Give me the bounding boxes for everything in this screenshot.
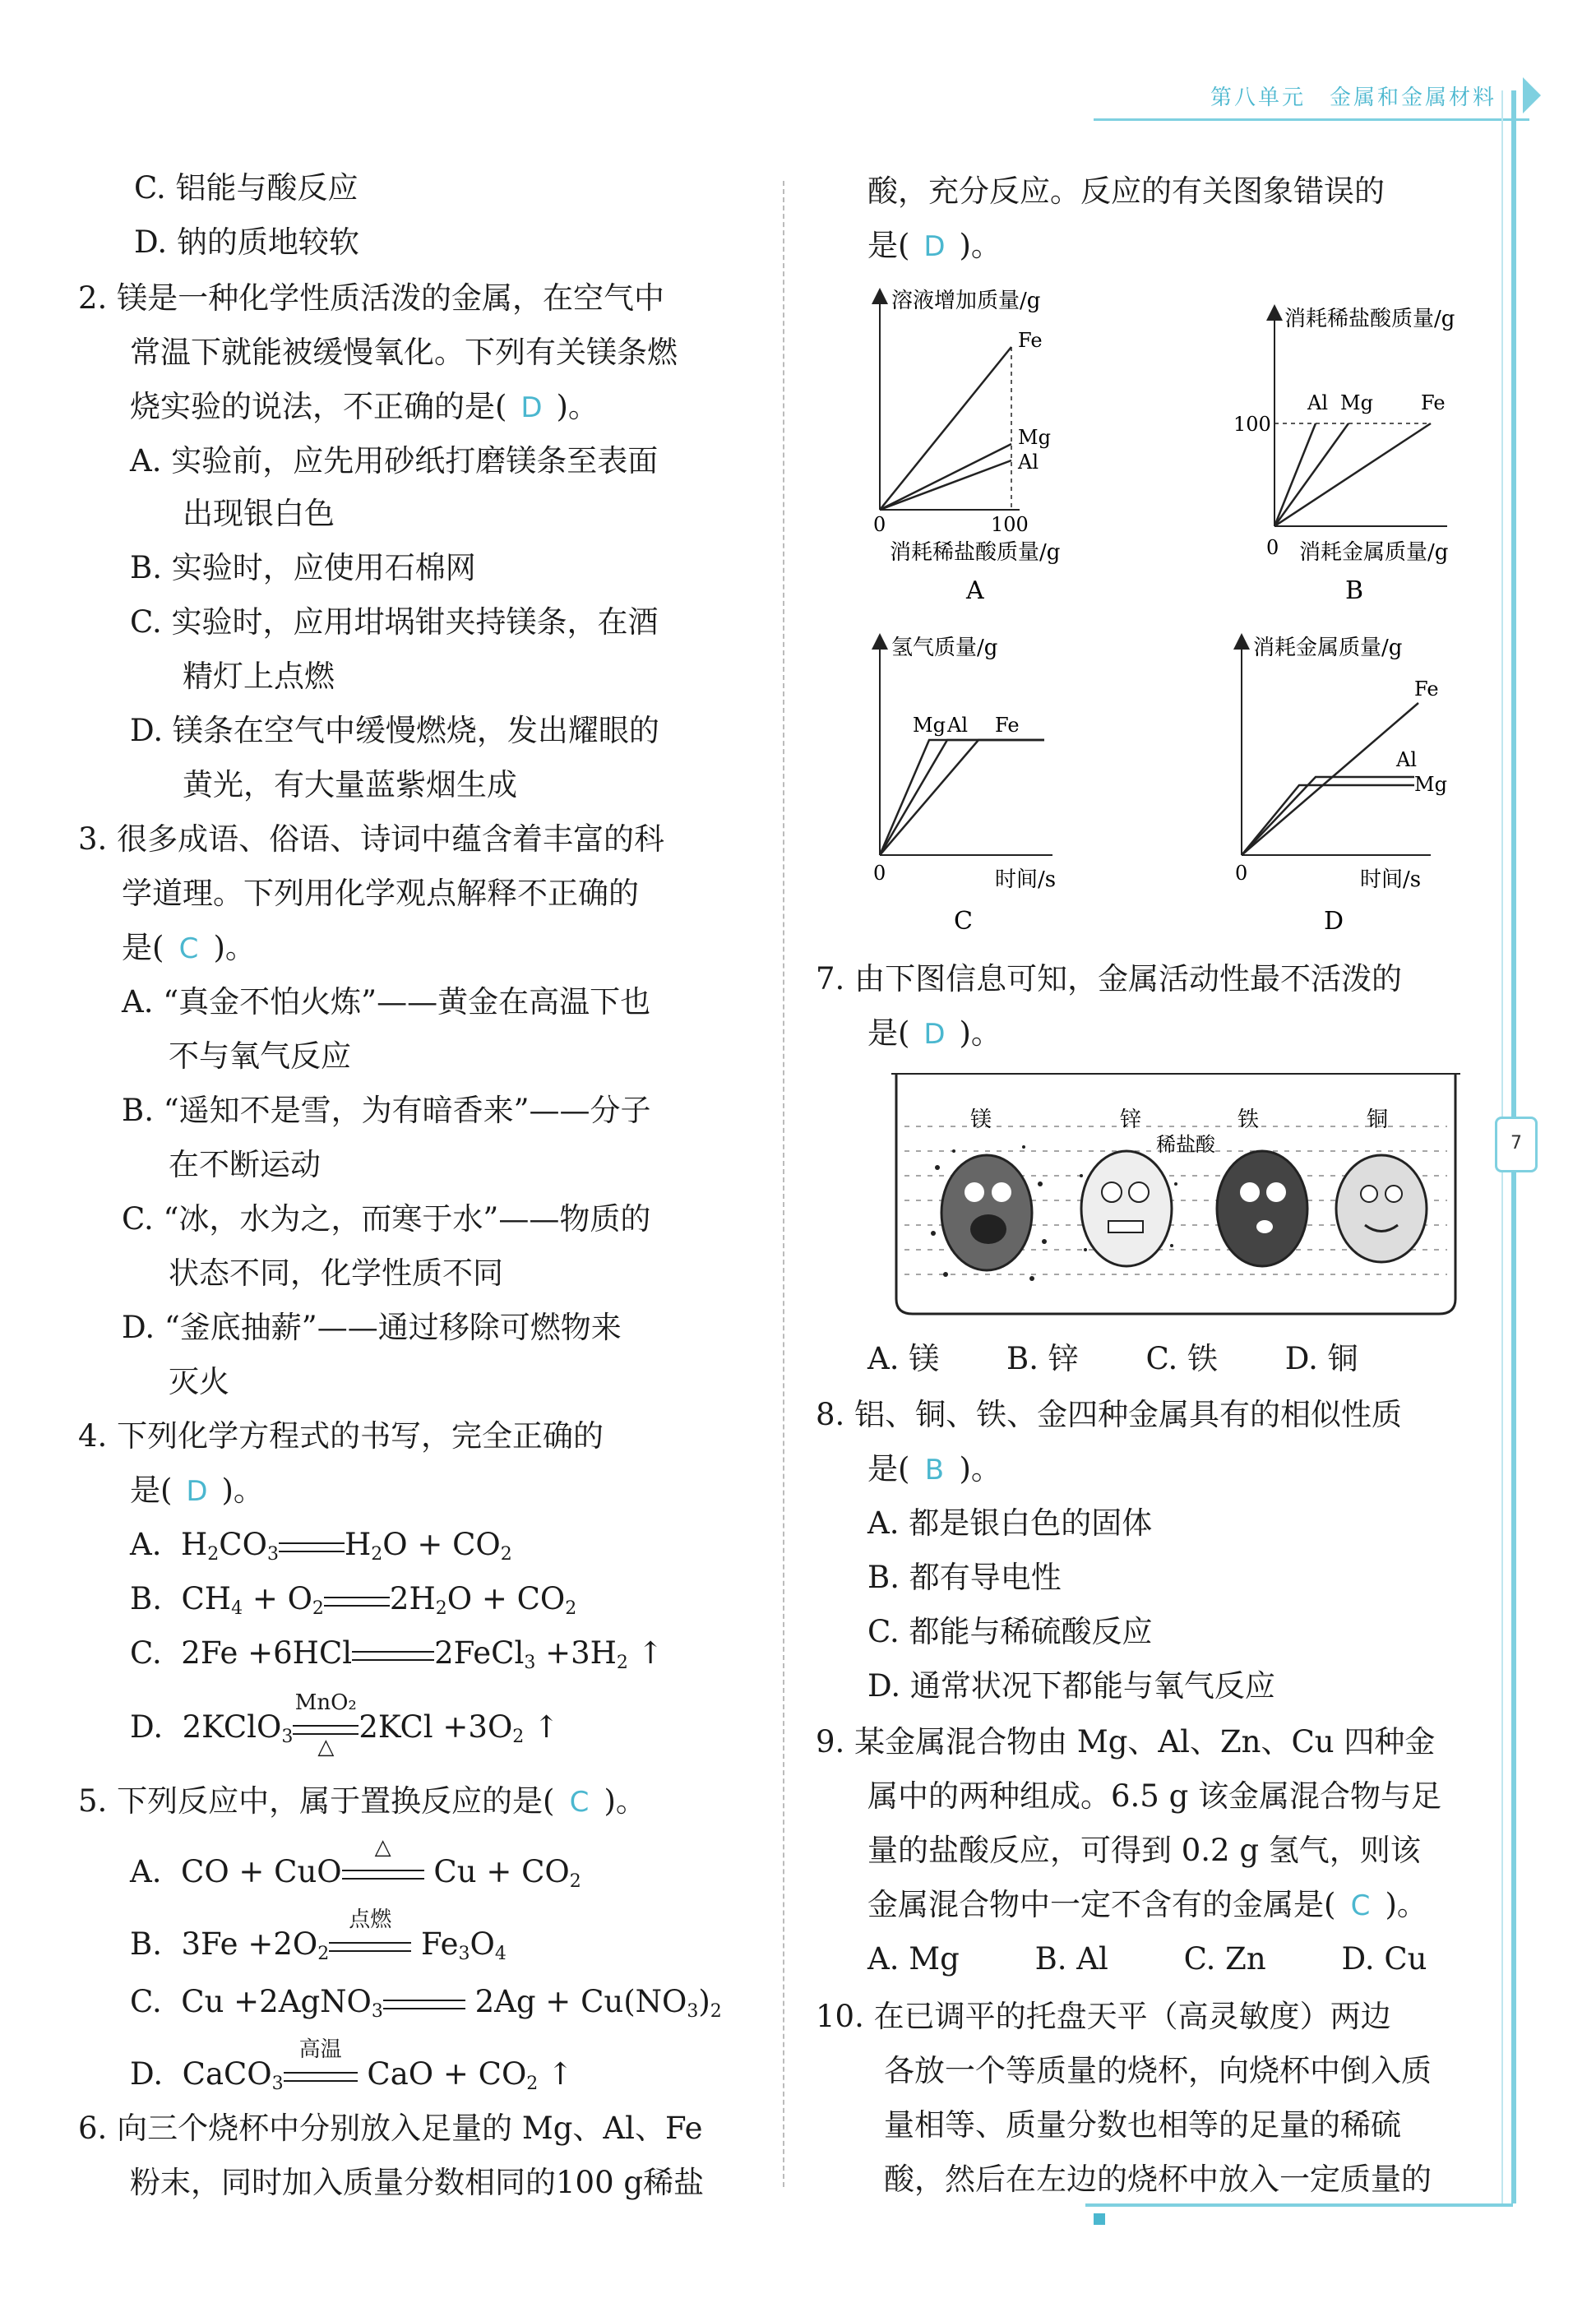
q9-stem-3: 量的盐酸反应，可得到 0.2 g 氢气，则该 [867,1833,1421,1868]
chart-b-line-al [1274,423,1316,526]
page-number: 7 [1495,1117,1538,1172]
q7-option-d: D. 铜 [1284,1341,1358,1376]
q8-option-a: A. 都是银白色的固体 [867,1505,1153,1541]
chart-b-label-fe: Fe [1421,391,1446,414]
q3-option-c-cont: 状态不同，化学性质不同 [169,1255,503,1291]
q7-figure [888,1069,1464,1324]
chart-a-title: A [966,576,984,605]
q2-option-a: A. 实验前，应先用砂纸打磨镁条至表面 [130,443,659,479]
q3-stem-3: 是( C )。 [122,921,256,976]
q8-option-d: D. 通常状况下都能与氧气反应 [867,1668,1275,1704]
chart-c-label-mg: Mg [913,714,946,737]
q6-stem-3: 酸，充分反应。反应的有关图象错误的 [867,173,1385,209]
chart-d-title: D [1324,907,1344,936]
q1-option-d: D. 钠的质地较软 [134,224,359,260]
q7-option-c: C. 铁 [1145,1341,1219,1376]
q9-stem-2: 属中的两种组成。6.5 g 该金属混合物与足 [867,1778,1442,1814]
zn-character [1080,1151,1177,1266]
chart-b-title: B [1345,576,1364,605]
q4-answer: D [186,1475,208,1508]
q4-option-c: C. 2Fe +6HCl 2FeCl$_3$ $+3H_2$ ↑ [130,1635,664,1673]
q7-label-zn: 锌 [1120,1107,1142,1132]
q9-option-a: A. Mg [867,1941,960,1977]
q5-option-c: C. Cu +2AgNO$_3$ $2Ag + Cu(NO_3)_2$ [130,1984,722,2022]
chart-c-title: C [954,907,973,936]
q3-option-c: C. “冰，水为之，而寒于水”——物质的 [122,1201,651,1237]
q7-label-mg: 镁 [970,1107,992,1132]
chart-d-ylabel: 消耗金属质量/g [1253,636,1403,660]
cu-character [1336,1155,1427,1262]
q7-label-fe: 铁 [1237,1107,1260,1132]
q5-stem: 5. 下列反应中，属于置换反应的是( C )。 [78,1774,646,1829]
q5-d-condition: 高温 [298,2037,342,2062]
q8-option-b: B. 都有导电性 [867,1560,1062,1595]
chart-b-tick-100: 100 [1233,413,1271,436]
q7-label-acid: 稀盐酸 [1156,1133,1215,1156]
q10-stem-1: 10. 在已调平的托盘天平（高灵敏度）两边 [816,1999,1391,2034]
q9-option-d: D. Cu [1341,1941,1427,1977]
q2-stem-3: 烧实验的说法，不正确的是( D )。 [130,380,599,435]
chart-c-label-fe: Fe [995,714,1020,737]
q5-a-condition: △ [374,1834,391,1860]
q8-stem-1: 8. 铝、铜、铁、金四种金属具有的相似性质 [816,1397,1403,1432]
q3-option-d: D. “釜底抽薪”——通过移除可燃物来 [122,1310,622,1345]
q6-stem-4: 是( D )。 [867,219,1002,274]
q3-option-d-cont: 灭火 [169,1364,229,1399]
q8-answer: B [924,1454,945,1487]
chart-d-label-mg: Mg [1414,773,1447,796]
q8-stem-2: 是( B )。 [867,1442,1002,1497]
unit-title: 第八单元 金属和金属材料 [1210,86,1497,110]
q6-stem-1: 6. 向三个烧杯中分别放入足量的 Mg、Al、Fe [78,2111,703,2146]
q5-option-b: B. $3Fe +2O_2$ 点燃 $Fe_3O_4$ [130,1907,507,1964]
q4-option-a: A. $H_2CO_3$ $H_2O + CO_2$ [130,1527,512,1565]
q9-options [867,1932,1427,1986]
q9-stem-1: 9. 某金属混合物由 Mg、Al、Zn、Cu 四种金 [816,1724,1436,1759]
q6-answer: D [923,230,946,263]
chart-d-line-fe [1242,703,1418,855]
chart-b-label-al: Al [1307,391,1329,414]
q3-stem-1: 3. 很多成语、俗语、诗词中蕴含着丰富的科 [78,821,665,857]
chart-a-ylabel: 溶液增加质量/g [891,289,1041,313]
chart-d-line-mg [1242,785,1414,855]
chart-d-label-al: Al [1396,748,1418,771]
chart-a-label-mg: Mg [1018,426,1051,449]
chart-a [873,289,1060,605]
chart-c-ylabel: 氢气质量/g [891,636,998,660]
q7-answer: D [923,1018,946,1051]
q2-stem-2: 常温下就能被缓慢氧化。下列有关镁条燃 [130,335,678,370]
chart-c [873,636,1056,936]
chart-b-xlabel: 消耗金属质量/g [1299,540,1449,565]
q10-stem-3: 量相等、质量分数也相等的足量的稀硫 [884,2107,1401,2143]
chart-c-line-mg [880,740,1044,855]
chart-b-tick-0: 0 [1266,536,1279,559]
chart-a-line-mg [880,444,1011,510]
q7-option-a: A. 镁 [867,1341,940,1376]
q10-stem-4: 酸，然后在左边的烧杯中放入一定质量的 [884,2162,1432,2197]
q2-stem-1: 2. 镁是一种化学性质活泼的金属，在空气中 [78,280,665,316]
q5-b-condition: 点燃 [349,1907,392,1932]
q5-answer: C [569,1786,590,1819]
q9-stem-4: 金属混合物中一定不含有的金属是( C )。 [867,1878,1427,1933]
chart-a-tick-100: 100 [991,513,1029,536]
q2-option-c-cont: 精灯上点燃 [183,659,335,694]
q4-option-b: B. $CH_4 + O_2$ $2H_2O + CO_2$ [130,1581,577,1619]
q4-stem-1: 4. 下列化学方程式的书写，完全正确的 [78,1418,604,1454]
chart-d-tick-0: 0 [1235,862,1248,885]
chart-d-label-fe: Fe [1414,677,1439,701]
q2-option-d: D. 镁条在空气中缓慢燃烧，发出耀眼的 [130,713,659,748]
chart-a-label-fe: Fe [1018,329,1043,352]
q10-stem-2: 各放一个等质量的烧杯，向烧杯中倒入质 [884,2053,1432,2088]
q1-option-c: C. 铝能与酸反应 [134,170,359,206]
q6-charts [855,271,1513,954]
chart-c-tick-0: 0 [873,862,886,885]
chart-a-xlabel: 消耗稀盐酸质量/g [890,540,1061,565]
q3-option-a: A. “真金不怕火炼”——黄金在高温下也 [122,984,651,1020]
q9-option-c: C. Zn [1183,1941,1266,1977]
q3-stem-2: 学道理。下列用化学观点解释不正确的 [122,876,639,911]
q3-option-a-cont: 不与氧气反应 [169,1038,351,1074]
q5-option-d: D. CaCO$_3$ 高温 CaO + $CO_2$ ↑ [130,2037,574,2094]
q3-option-b: B. “遥知不是雪，为有暗香来”——分子 [122,1093,651,1128]
q4-option-d: D. 2KClO$_3$ MnO₂ △ $2KCl +3O_2$ ↑ [130,1690,560,1759]
chart-b-ylabel: 消耗稀盐酸质量/g [1284,307,1455,331]
q2-option-d-cont: 黄光，有大量蓝紫烟生成 [183,767,517,802]
q7-stem-2: 是( D )。 [867,1006,1002,1061]
chart-b-line-fe [1274,423,1431,526]
q7-stem-1: 7. 由下图信息可知，金属活动性最不活泼的 [816,961,1403,996]
chart-a-tick-0: 0 [873,513,886,536]
q3-answer: C [178,932,199,965]
q9-option-b: B. Al [1034,1941,1108,1977]
q4-d-heat: △ [317,1734,335,1759]
q3-option-b-cont: 在不断运动 [169,1147,321,1182]
q7-option-b: B. 锌 [1006,1341,1079,1376]
chart-d-xlabel: 时间/s [1360,867,1422,892]
q2-answer: D [520,391,543,424]
chart-a-label-al: Al [1018,451,1039,474]
q7-label-cu: 铜 [1367,1107,1389,1132]
q6-stem-2: 粉末，同时加入质量分数相同的100 g稀盐 [130,2165,705,2200]
q8-option-c: C. 都能与稀硫酸反应 [867,1614,1153,1649]
chart-b-label-mg: Mg [1340,391,1373,414]
mg-character [931,1145,1047,1281]
q7-options [867,1332,1358,1386]
q2-option-c: C. 实验时，应用坩埚钳夹持镁条，在酒 [130,604,659,640]
q9-answer: C [1350,1889,1371,1922]
q2-option-b: B. 实验时，应使用石棉网 [130,550,476,585]
q5-option-a: A. CO + CuO △ $Cu + CO_2$ [130,1834,581,1892]
q4-stem-2: 是( D )。 [130,1463,264,1519]
fe-character [1217,1151,1307,1266]
chart-d-line-al [1242,777,1414,855]
chart-b-line-mg [1274,423,1349,526]
q4-d-catalyst: MnO₂ [294,1690,357,1715]
q2-option-a-cont: 出现银白色 [183,496,335,531]
chart-b [1233,307,1455,605]
chart-c-xlabel: 时间/s [995,867,1057,892]
chart-c-label-al: Al [947,714,969,737]
chart-d [1235,636,1447,936]
